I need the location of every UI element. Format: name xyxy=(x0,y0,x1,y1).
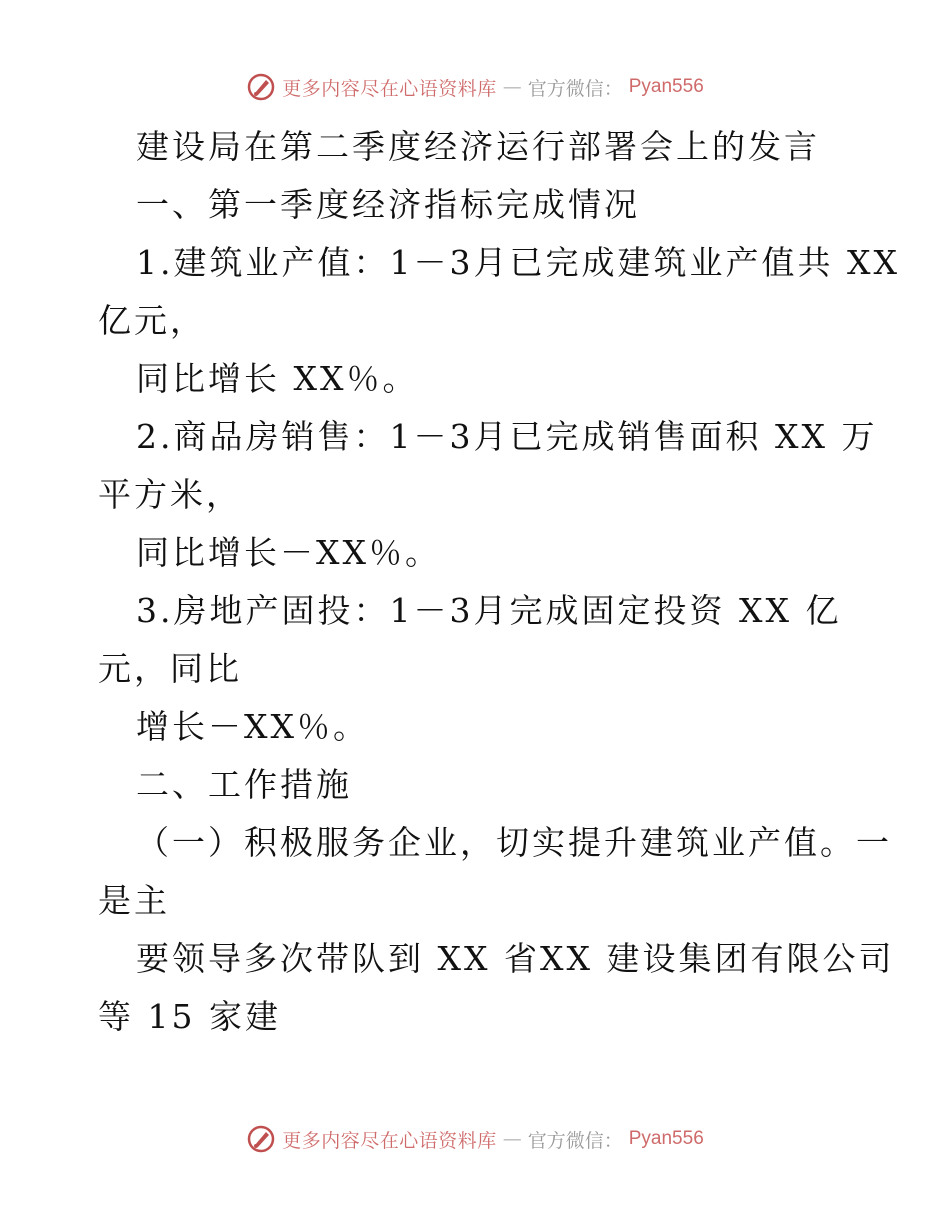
section-heading-1: 一、第一季度经济指标完成情况 xyxy=(136,185,640,224)
paragraph-line: 3.房地产固投：1－3月完成固定投资 XX 亿 xyxy=(136,591,842,630)
paragraph-line: 同比增长－XX％。 xyxy=(136,533,441,572)
watermark-separator: — xyxy=(502,1128,522,1150)
pen-seal-icon xyxy=(246,72,276,102)
header-watermark xyxy=(0,72,950,102)
paragraph-line: 要领导多次带队到 XX 省XX 建设集团有限公司 xyxy=(136,939,895,978)
document-body xyxy=(98,118,900,1046)
paragraph-line: 增长－XX％。 xyxy=(136,707,369,746)
watermark-wechat-label: 官方微信： xyxy=(527,77,623,100)
pen-seal-icon xyxy=(246,1124,276,1154)
paragraph-line: 是主 xyxy=(98,881,170,920)
paragraph-line: 平方米， xyxy=(98,475,242,514)
paragraph-line: 1.建筑业产值：1－3月已完成建筑业产值共 XX xyxy=(136,243,900,282)
watermark-wechat-id: Pyan556 xyxy=(628,1128,704,1149)
paragraph-line: （一）积极服务企业，切实提升建筑业产值。一 xyxy=(136,823,892,862)
watermark-text: 更多内容尽在心语资料库 xyxy=(282,77,497,100)
paragraph-line: 元，同比 xyxy=(98,649,242,688)
paragraph-line: 2.商品房销售：1－3月已完成销售面积 XX 万 xyxy=(136,417,878,456)
paragraph-line: 等 15 家建 xyxy=(98,997,281,1036)
section-heading-2: 二、工作措施 xyxy=(136,765,352,804)
watermark-text: 更多内容尽在心语资料库 xyxy=(282,1129,497,1152)
watermark-separator: — xyxy=(502,76,522,98)
watermark-wechat-label: 官方微信： xyxy=(527,1129,623,1152)
paragraph-line: 同比增长 XX％。 xyxy=(136,359,419,398)
paragraph-line: 亿元， xyxy=(98,301,206,340)
document-title: 建设局在第二季度经济运行部署会上的发言 xyxy=(136,127,820,166)
watermark-wechat-id: Pyan556 xyxy=(628,76,704,97)
footer-watermark xyxy=(0,1124,950,1154)
